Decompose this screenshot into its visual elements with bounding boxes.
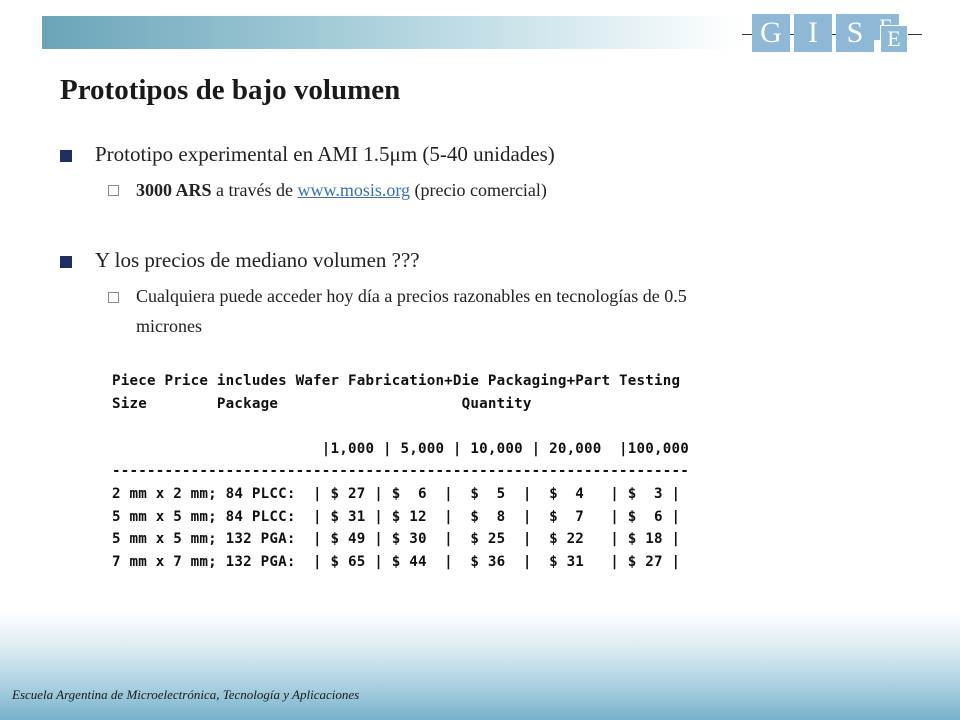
header-gradient-bar (42, 16, 742, 49)
sub-bullet-line-2: micrones (136, 316, 202, 336)
logo-letter-s: S (836, 14, 874, 52)
slide-title: Prototipos de bajo volumen (60, 74, 401, 106)
bullet-text-after: m (5-40 unidades) (400, 142, 555, 166)
footer-gradient-band (0, 610, 960, 720)
price-table-row: 2 mm x 2 mm; 84 PLCC: | $ 27 | $ 6 | $ 5 | $ 4 | $ 3 | (112, 485, 681, 502)
text-a-traves-de: a través de (211, 180, 298, 200)
bullet-mediano-volumen: Y los precios de mediano volumen ??? (95, 248, 420, 272)
mosis-link[interactable]: www.mosis.org (297, 180, 410, 200)
bullet-marker (60, 256, 72, 268)
price-table-header: |1,000 | 5,000 | 10,000 | 20,000 |100,000 (112, 440, 689, 457)
logo-letter-e2: E (880, 25, 908, 53)
bullet-text-before: Prototipo experimental en AMI 1.5 (95, 142, 390, 166)
price-table-divider: ------------------------------------------------------------------ (112, 463, 689, 480)
sub-bullet-mosis-price (136, 180, 547, 201)
sub-bullet-line-1: Cualquiera puede acceder hoy día a precios razonables en tecnologías de 0.5 (136, 286, 687, 306)
sub-bullet-marker (108, 292, 119, 303)
price-table-line: Size Package Quantity (112, 395, 532, 412)
price-table (112, 370, 689, 573)
bullet-prototipo-experimental (95, 142, 555, 167)
mu-symbol: μ (389, 142, 401, 166)
logo-letter-i: I (794, 14, 832, 52)
price-table-row: 5 mm x 5 mm; 132 PGA: | $ 49 | $ 30 | $ 25 | $ 22 | $ 18 | (112, 531, 681, 548)
gise-logo (742, 12, 922, 58)
price-bold: 3000 ARS (136, 180, 212, 200)
bullet-marker (60, 150, 72, 162)
text-precio-comercial: (precio comercial) (410, 180, 547, 200)
footer-institution-text: Escuela Argentina de Microelectrónica, Tecnología y Aplicaciones (12, 687, 360, 702)
logo-letter-g: G (752, 14, 790, 52)
price-table-row: 7 mm x 7 mm; 132 PGA: | $ 65 | $ 44 | $ 36 | $ 31 | $ 27 | (112, 553, 681, 570)
price-table-row: 5 mm x 5 mm; 84 PLCC: | $ 31 | $ 12 | $ 8 | $ 7 | $ 6 | (112, 508, 681, 525)
price-table-line: Piece Price includes Wafer Fabrication+Die Packaging+Part Testing (112, 373, 681, 389)
sub-bullet-marker (108, 185, 119, 196)
